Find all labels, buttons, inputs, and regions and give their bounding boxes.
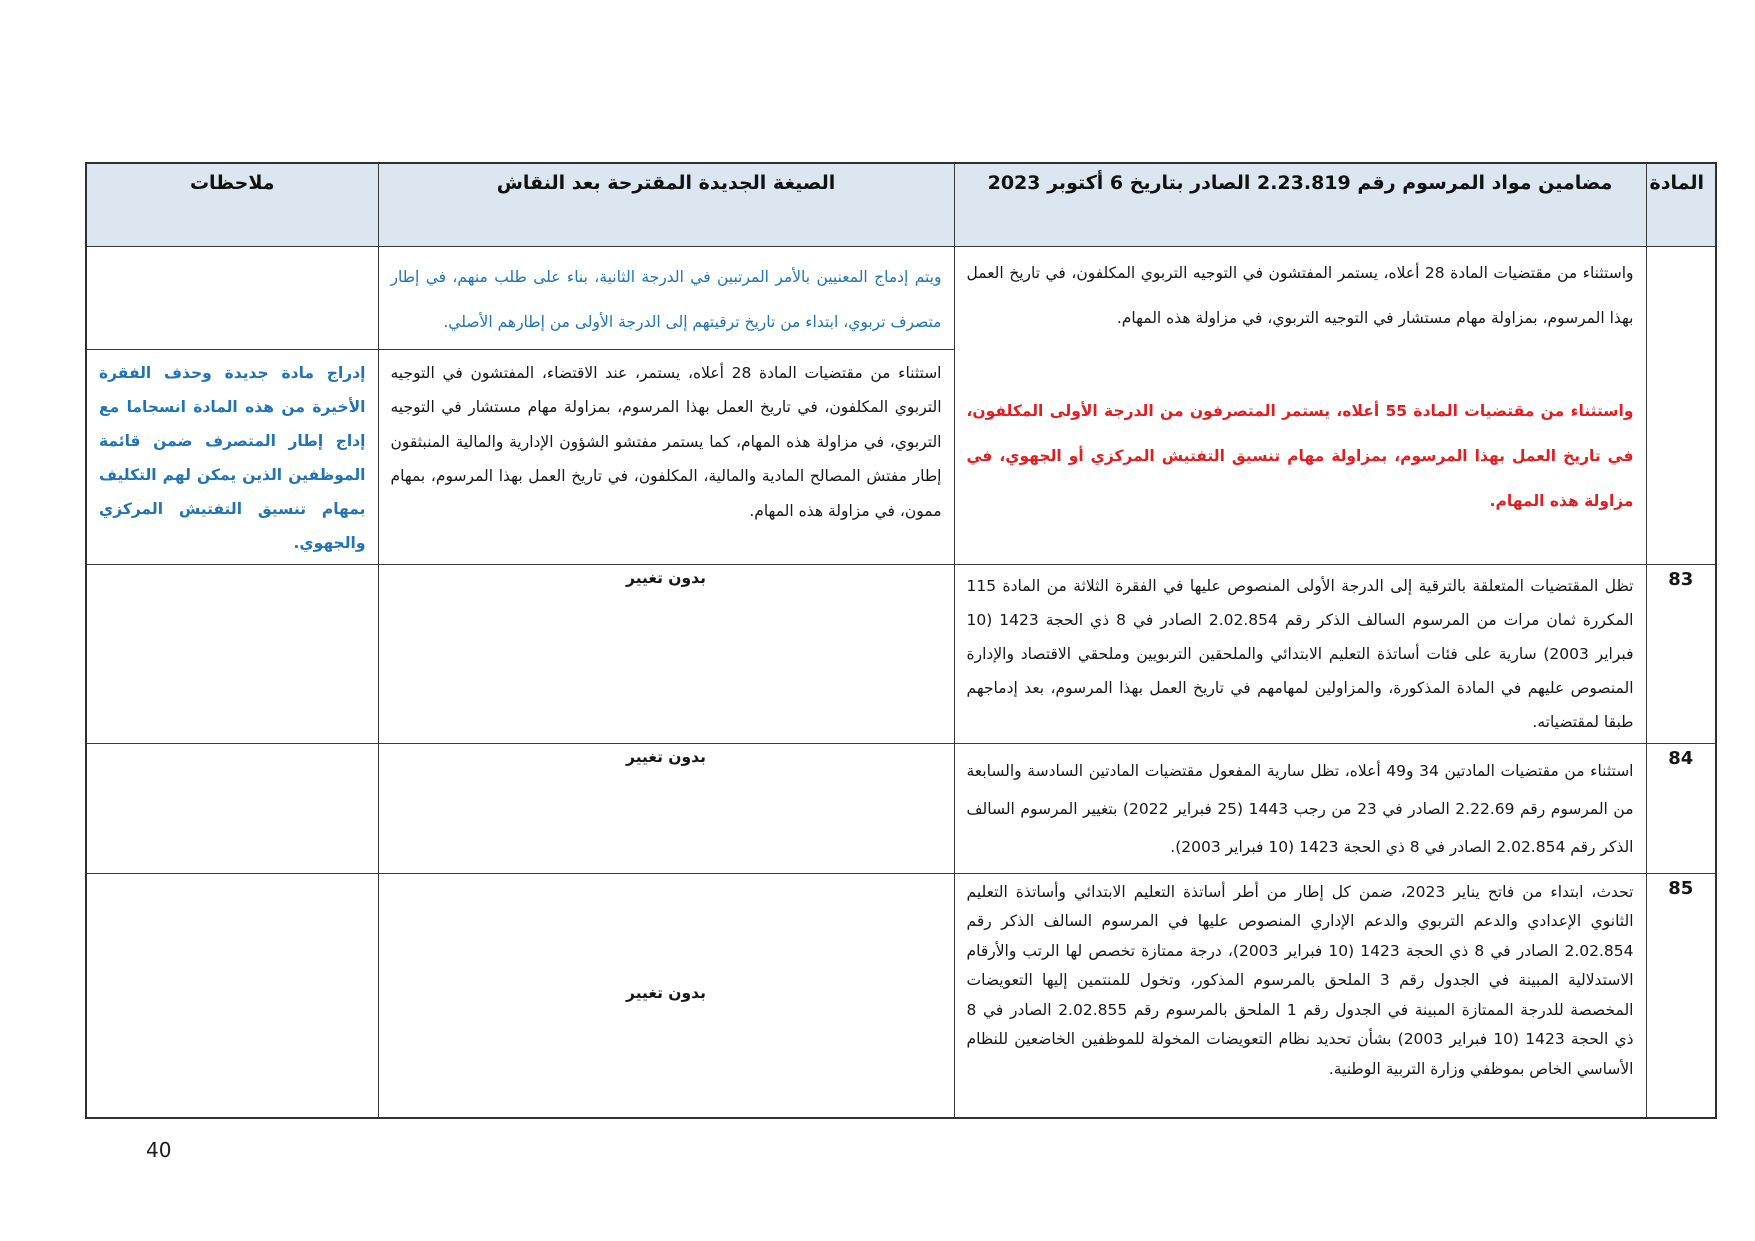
intro-proposed-main-cell xyxy=(378,349,954,564)
article-number-cell-empty xyxy=(1646,246,1716,564)
article-83-content-paragraph: تظل المقتضيات المتعلقة بالترقية إلى الدرجة الأولى المنصوص عليها في الفقرة الثلاثة من المادة 115 المكررة ثمان مرات من المرسوم السالف الذكر رقم 2.02.854 الصادر في 8 ذي الحجة 1423 (10 فبراير 2003) سارية على فئات أساتذة التعليم الابتدائي والملحقين التربويين وملحقي الاقتصاد والإدارة المنصوص عليهم في المادة المذكورة، والمزاولين لمهامهم في تاريخ العمل بهذا المرسوم، بعد إدماجهم طبقا لمقتضياته. xyxy=(966,576,1634,731)
intro-contents-cell xyxy=(954,246,1646,564)
table-row-article-84 xyxy=(86,743,1716,873)
header-contents-column: مضامين مواد المرسوم رقم 2.23.819 الصادر بتاريخ 6 أكتوبر 2023 xyxy=(954,163,1646,246)
article-83-contents-cell xyxy=(954,564,1646,743)
article-number-85: 85 xyxy=(1646,873,1716,1118)
article-84-contents-cell xyxy=(954,743,1646,873)
article-85-proposed-cell: بدون تغيير xyxy=(378,873,954,1118)
table-row-intro-top xyxy=(86,246,1716,349)
note-blue-paragraph: إدراج مادة جديدة وحذف الفقرة الأخيرة من هذه المادة انسجاما مع إداج إطار المتصرف ضمن قائمة الموظفين الذين يمكن لهم التكليف بمهام تنسيق التفتيش المركزي والجهوي. xyxy=(99,363,366,552)
proposed-main-paragraph: استثناء من مقتضيات المادة 28 أعلاه، يستمر، عند الاقتضاء، المفتشون في التوجيه التربوي المكلفون، في تاريخ العمل بهذا المرسوم، بمزاولة مهام مستشار في التوجيه التربوي، في مزاولة هذه المهام، كما يستمر مفتشو الشؤون الإدارية والمالية المنبثقون إطار مفتش المصالح المادية والمالية، المكلفون، في تاريخ العمل بهذا المرسوم، بمهام ممون، في مزاولة هذه المهام. xyxy=(390,363,942,520)
article-84-proposed-cell: بدون تغيير xyxy=(378,743,954,873)
article-number-83: 83 xyxy=(1646,564,1716,743)
intro-notes-empty-cell xyxy=(86,246,378,349)
page-number: 40 xyxy=(146,1138,172,1162)
table-header-row xyxy=(86,163,1716,246)
article-84-notes-cell xyxy=(86,743,378,873)
article-85-contents-cell xyxy=(954,873,1646,1118)
intro-content-paragraph: واستثناء من مقتضيات المادة 28 أعلاه، يستمر المفتشون في التوجيه التربوي المكلفون، في تاريخ العمل بهذا المرسوم، بمزاولة مهام مستشار في التوجيه التربوي، في مزاولة هذه المهام. xyxy=(966,263,1634,327)
table-row-article-85 xyxy=(86,873,1716,1118)
decree-articles-table xyxy=(85,162,1717,1119)
article-85-content-paragraph: تحدث، ابتداء من فاتح يناير 2023، ضمن كل إطار من أطر أساتذة التعليم الابتدائي وأساتذة التعليم الثانوي الإعدادي والدعم التربوي والدعم الإداري المنصوص عليها في المرسوم السالف الذكر رقم 2.02.854 الصادر في 8 ذي الحجة 1423 (10 فبراير 2003)، درجة ممتازة تخصص لها الرتب والأرقام الاستدلالية المبينة في الجدول رقم 3 الملحق بالمرسوم المذكور، وتخول للمنتمين إليها التعويضات المخصصة للدرجة الممتازة المبينة في الجدول رقم 1 الملحق بالمرسوم رقم 2.02.855 الصادر في 8 ذي الحجة 1423 (10 فبراير 2003) بشأن تحديد نظام التعويضات المخولة للموظفين الخاضعين للنظام الأساسي الخاص بموظفي وزارة التربية الوطنية. xyxy=(966,882,1634,1078)
header-proposed-column: الصيغة الجديدة المقترحة بعد النقاش xyxy=(378,163,954,246)
intro-proposed-addition-cell xyxy=(378,246,954,349)
article-85-notes-cell xyxy=(86,873,378,1118)
article-83-notes-cell xyxy=(86,564,378,743)
proposed-addition-blue-paragraph: ويتم إدماج المعنيين بالأمر المرتبين في الدرجة الثانية، بناء على طلب منهم، في إطار متصرف تربوي، ابتداء من تاريخ ترقيتهم إلى الدرجة الأولى من إطارهم الأصلي. xyxy=(390,267,942,331)
header-notes-column: ملاحظات xyxy=(86,163,378,246)
intro-notes-cell xyxy=(86,349,378,564)
header-article-column: المادة xyxy=(1646,163,1716,246)
article-83-proposed-cell: بدون تغيير xyxy=(378,564,954,743)
intro-content-exception-red-paragraph: واستثناء من مقتضيات المادة 55 أعلاه، يستمر المتصرفون من الدرجة الأولى المكلفون، في تاريخ العمل بهذا المرسوم، بمزاولة مهام تنسيق التفتيش المركزي أو الجهوي، في مزاولة هذه المهام. xyxy=(966,401,1634,510)
article-84-content-paragraph: استثناء من مقتضيات المادتين 34 و49 أعلاه، تظل سارية المفعول مقتضيات المادتين السادسة والسابعة من المرسوم رقم 2.22.69 الصادر في 23 من رجب 1443 (25 فبراير 2022) بتغيير المرسوم السالف الذكر رقم 2.02.854 الصادر في 8 ذي الحجة 1423 (10 فبراير 2003). xyxy=(966,761,1634,856)
table-row-article-83 xyxy=(86,564,1716,743)
article-number-84: 84 xyxy=(1646,743,1716,873)
